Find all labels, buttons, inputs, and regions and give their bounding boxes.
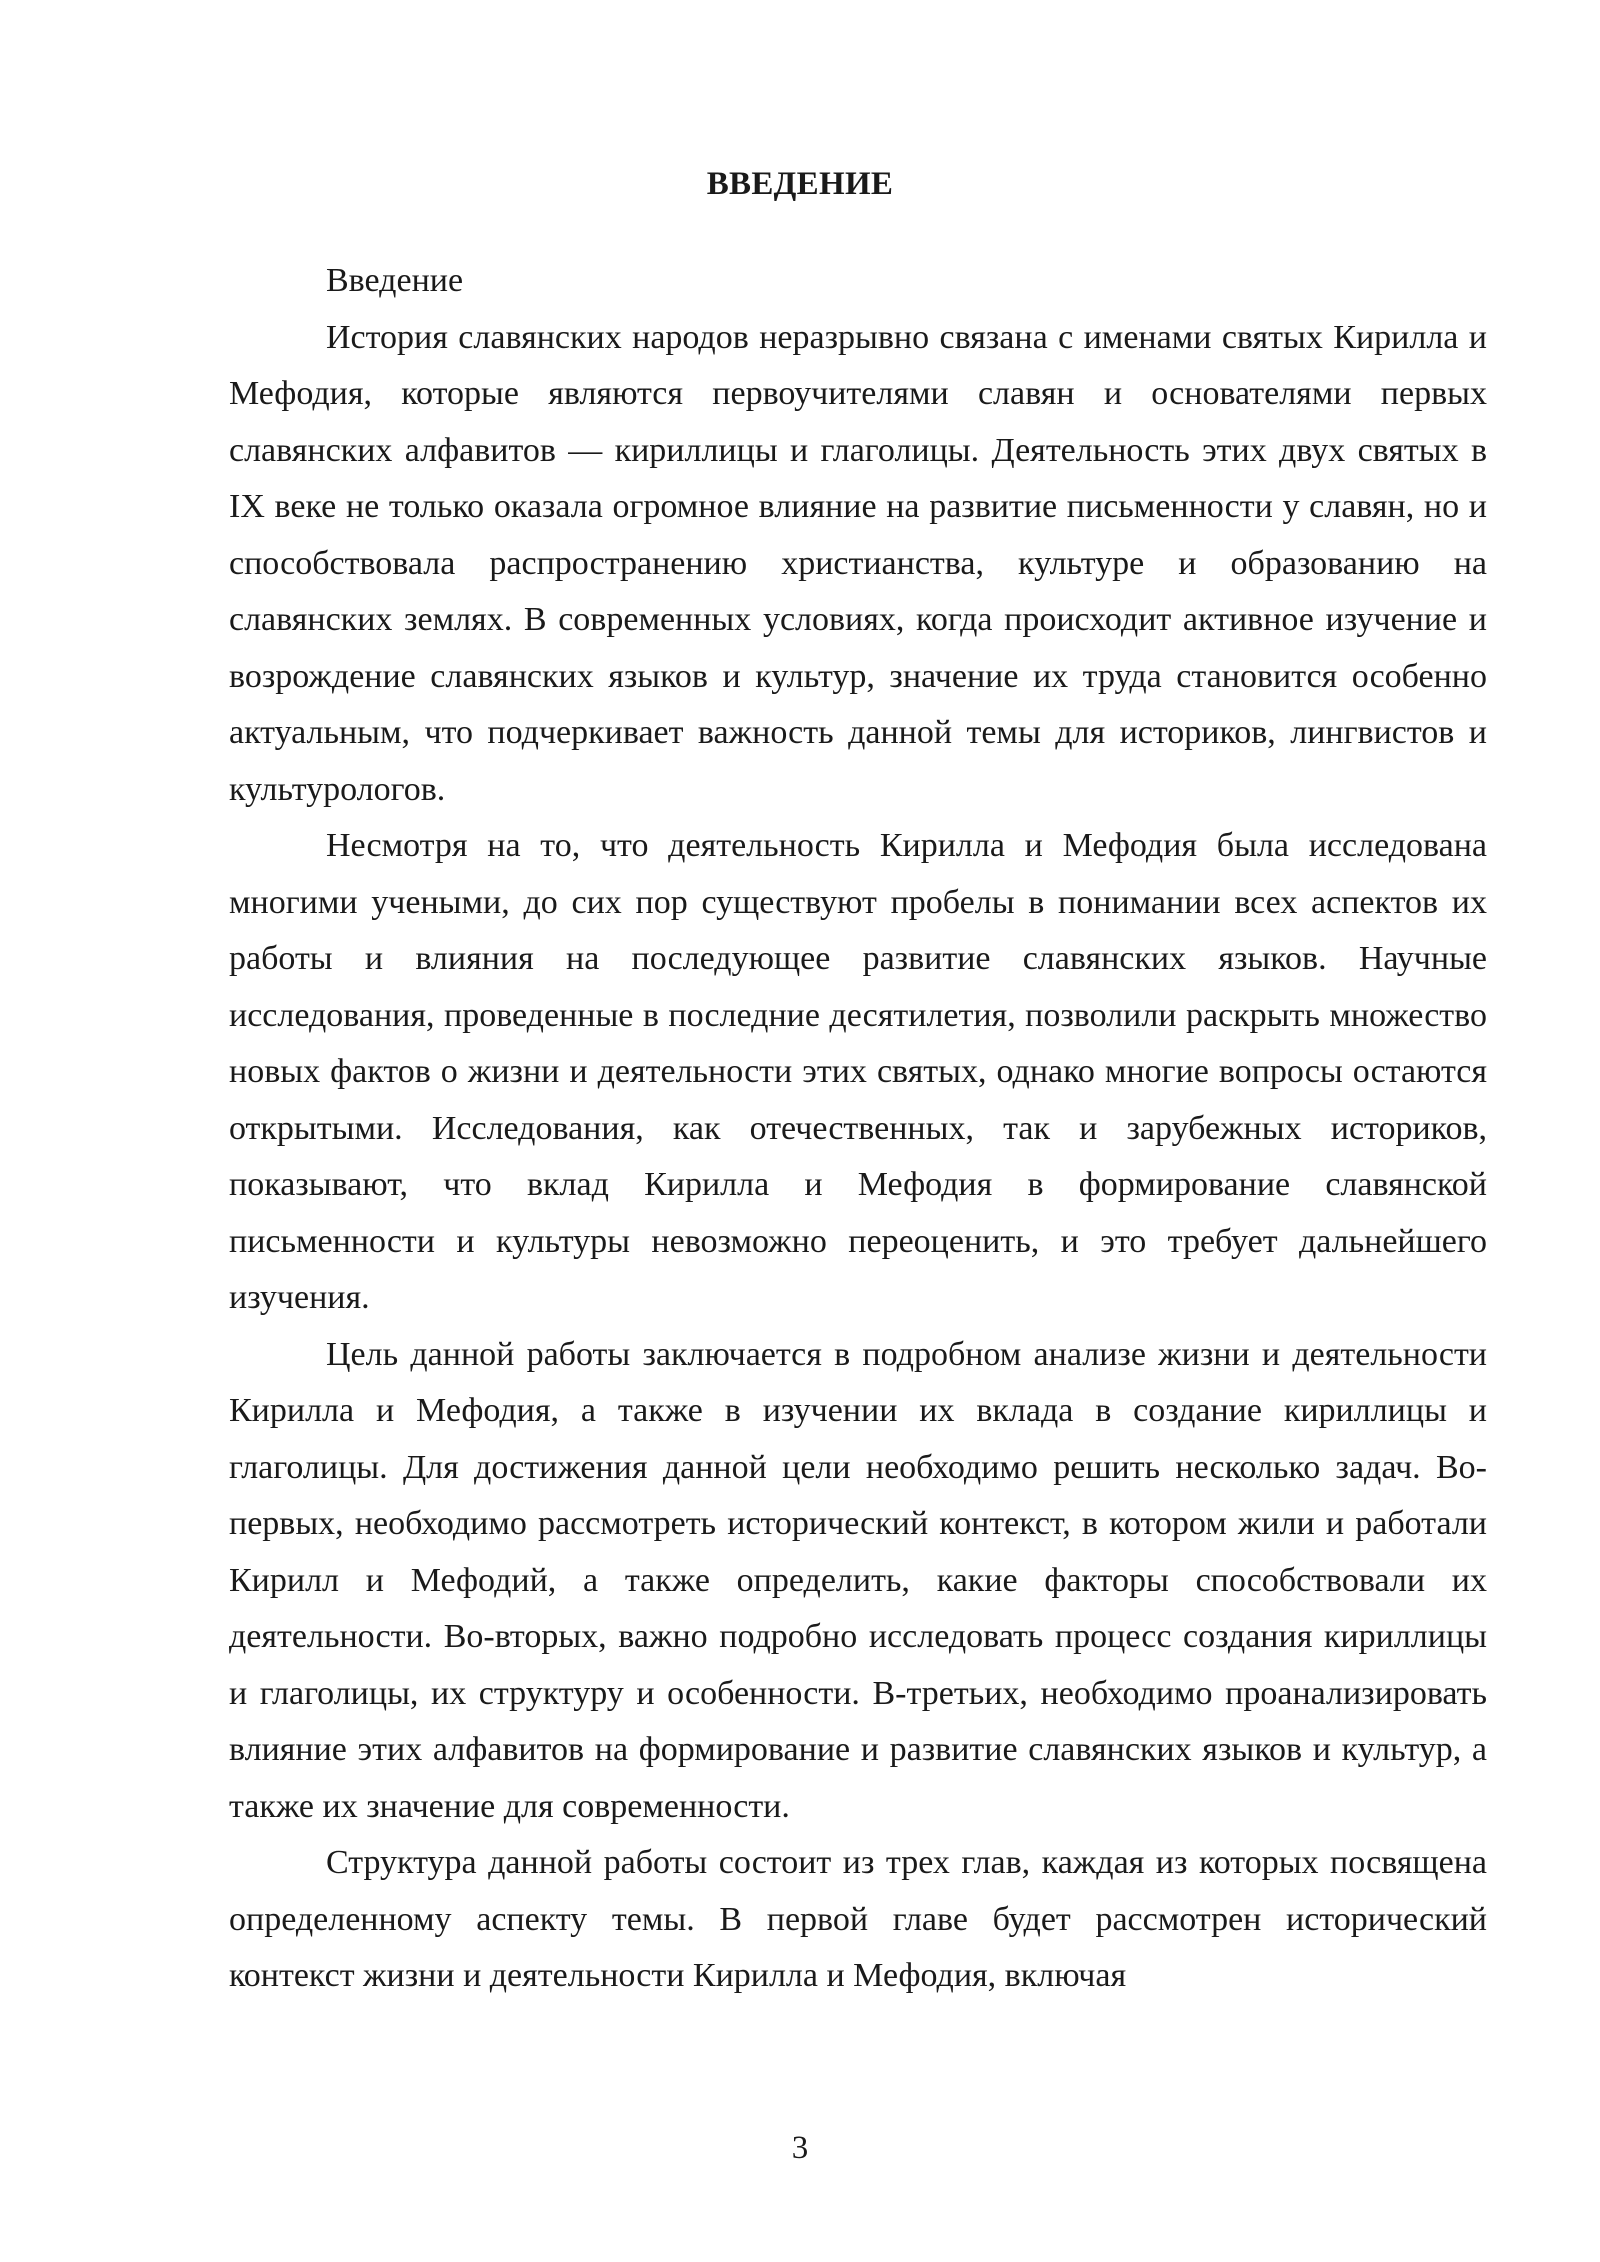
paragraph-3: Цель данной работы заключается в подробном анализе жизни и деятельности Кирилла и Мефодия, а также в изучении их вклада в создание кириллицы и глаголицы. Для достижения данной цели необходимо решить несколько задач. Во-первых, необходимо рассмотреть исторический контекст, в котором жили и работали Кирилл и Мефодий, а также определить, какие факторы способствовали их деятельности. Во-вторых, важно подробно исследовать процесс создания кириллицы и глаголицы, их структуру и особенности. В-третьих, необходимо проанализировать влияние этих алфавитов на формирование и развитие славянских языков и культур, а также их значение для современности. xyxy=(229,1335,1487,1825)
section-heading: ВВЕДЕНИЕ xyxy=(706,166,894,202)
paragraph-1: История славянских народов неразрывно связана с именами святых Кирилла и Мефодия, которые являются первоучителями славян и основателями первых славянских алфавитов — кириллицы и глаголицы. Деятельность этих двух святых в IX веке не только оказала огромное влияние на развитие письменности у славян, но и способствовала распространению христианства, культуре и образованию на славянских землях. В современных условиях, когда происходит активное изучение и возрождение славянских языков и культур, значение их труда становится особенно актуальным, что подчеркивает важность данной темы для историков, лингвистов и культурологов. xyxy=(229,318,1487,808)
paragraph-2: Несмотря на то, что деятельность Кирилла и Мефодия была исследована многими учеными, до сих пор существуют пробелы в понимании всех аспектов их работы и влияния на последующее развитие славянских языков. Научные исследования, проведенные в последние десятилетия, позволили раскрыть множество новых фактов о жизни и деятельности этих святых, однако многие вопросы остаются открытыми. Исследования, как отечественных, так и зарубежных историков, показывают, что вклад Кирилла и Мефодия в формирование славянской письменности и культуры невозможно переоценить, и это требует дальнейшего изучения. xyxy=(229,827,1487,1316)
body-text xyxy=(229,253,1487,2005)
section-subtitle: Введение xyxy=(326,262,464,299)
paragraph-4: Структура данной работы состоит из трех глав, каждая из которых посвящена определенному аспекту темы. В первой главе будет рассмотрен исторический контекст жизни и деятельности Кирилла и Мефодия, включая xyxy=(229,1844,1487,1994)
page-number: 3 xyxy=(791,2130,809,2166)
